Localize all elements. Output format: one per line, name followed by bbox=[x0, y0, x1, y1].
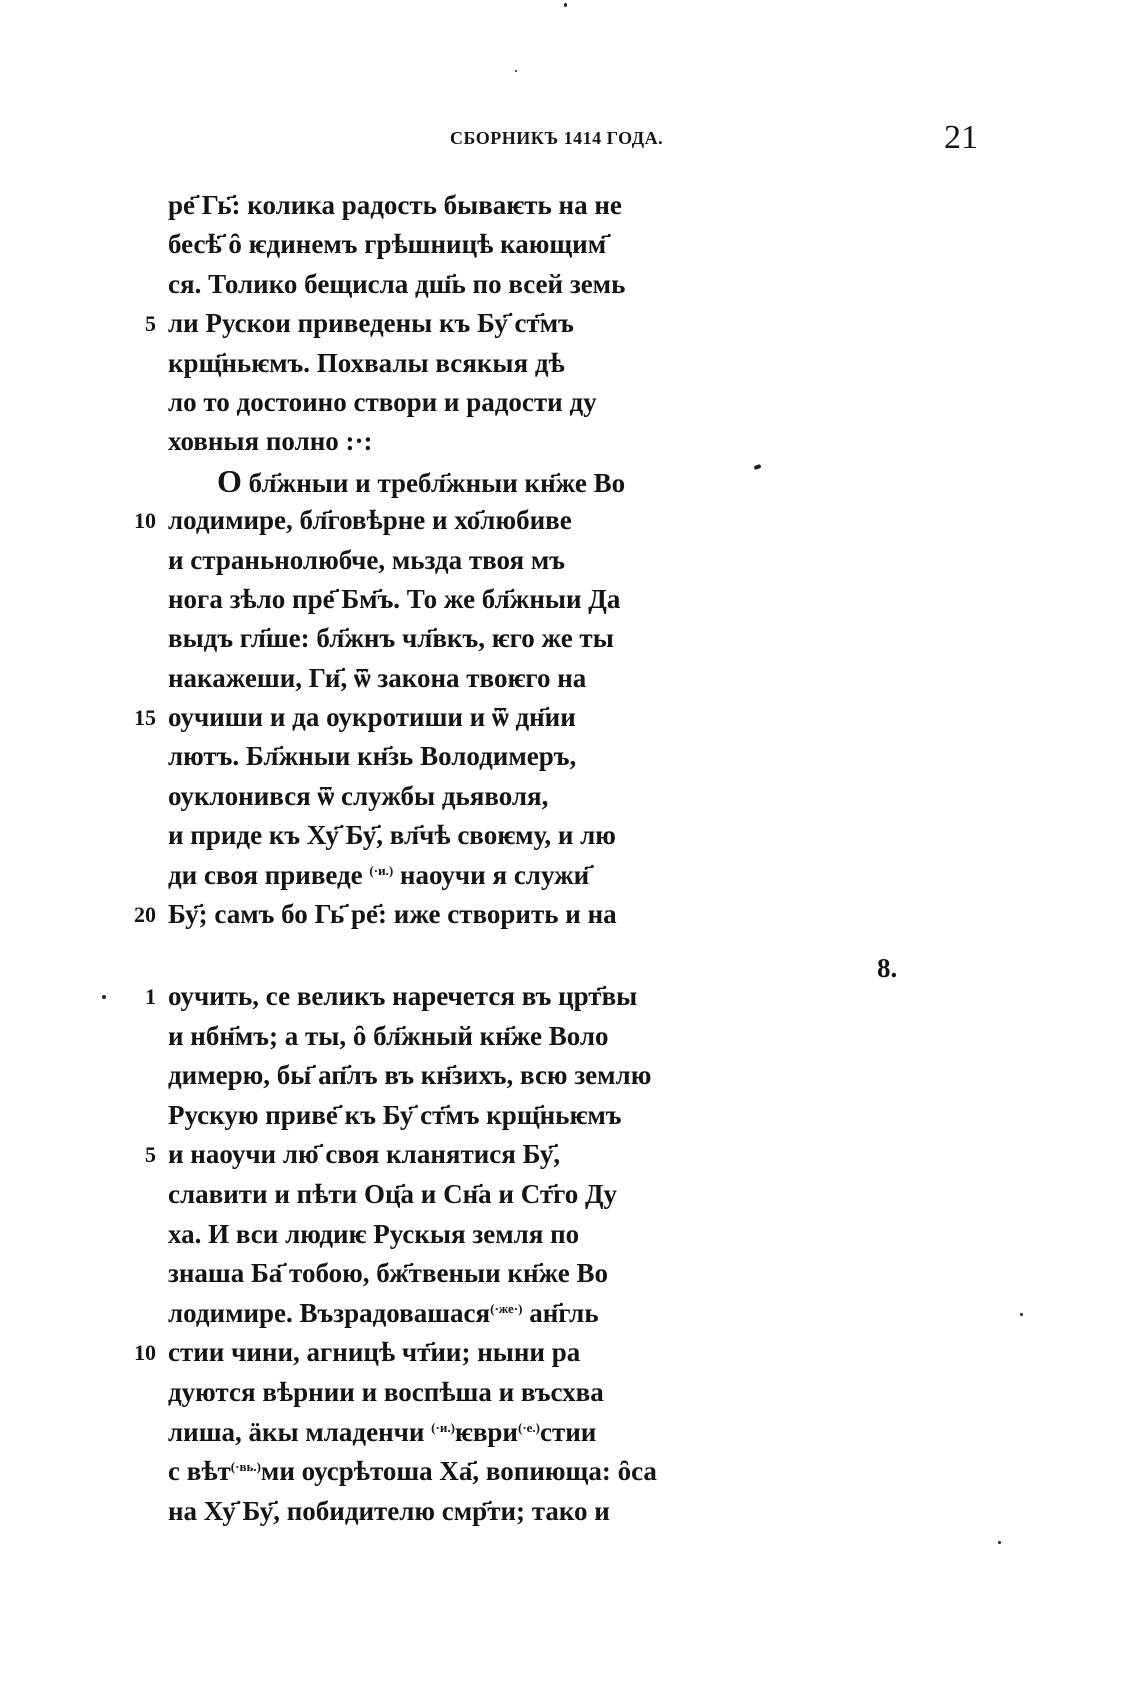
line-text: стии bbox=[540, 1416, 597, 1447]
line-text: оучить, се великъ наречется въ црт҃вы bbox=[168, 981, 638, 1011]
line-text: ло то достоино створи и радости ду bbox=[168, 386, 597, 417]
line-text: выдъ гл҃ше: бл҃жнъ чл҃вкъ, ѥго же ты bbox=[168, 623, 614, 654]
text-line bbox=[168, 265, 808, 304]
text-line bbox=[168, 1452, 808, 1492]
line-text: ли Рускои приведены къ Бу҃ ст҃мъ bbox=[168, 308, 574, 339]
line-text: бл҃жныи и требл҃жныи кн҃же Во bbox=[241, 467, 626, 498]
text-line bbox=[134, 698, 808, 737]
scan-speck bbox=[515, 70, 517, 72]
line-text: лиша, ӓкы младенчи bbox=[168, 1416, 432, 1447]
line-text: наоучи я служи҃ bbox=[393, 859, 590, 890]
line-text: лютъ. Бл҃жныи кн҃зь Володимеръ, bbox=[168, 741, 577, 772]
text-line bbox=[168, 1294, 808, 1334]
text-line bbox=[168, 344, 808, 383]
text-line bbox=[145, 1135, 808, 1175]
line-text: ховныя полно :·: bbox=[168, 426, 373, 457]
text-line bbox=[168, 1017, 808, 1057]
text-line bbox=[168, 1175, 808, 1215]
text-line bbox=[168, 1215, 808, 1255]
line-text: накажеши, Ги҃, ѿ закона твоѥго на bbox=[168, 662, 587, 693]
text-line bbox=[168, 541, 808, 580]
variant-note: (·и.) bbox=[369, 862, 394, 878]
line-text: ми оусрѣтоша Ха҃, вопиюща: ȏса bbox=[260, 1456, 657, 1487]
line-text: лодимире. Възрадовашася bbox=[168, 1297, 491, 1328]
line-number: 10 bbox=[134, 1340, 156, 1366]
text-line bbox=[168, 816, 808, 855]
text-line bbox=[134, 1333, 808, 1373]
line-text: с вѣт bbox=[168, 1456, 231, 1487]
line-text: бесѣ҃ ȏ ѥдинемъ грѣшницѣ кающим҃ bbox=[168, 229, 607, 260]
line-text: оуклонився ѿ службы дьяволя, bbox=[168, 780, 549, 811]
paragraph-start-line bbox=[168, 462, 808, 501]
text-line bbox=[168, 1373, 808, 1413]
text-line bbox=[134, 501, 808, 540]
text-line bbox=[168, 1254, 808, 1294]
text-line bbox=[145, 977, 808, 1017]
line-text: и приде къ Ху҃ Бу҃, вл҃чѣ своѥму, и лю bbox=[168, 820, 616, 851]
text-line bbox=[168, 1413, 808, 1453]
scan-speck bbox=[1020, 1313, 1023, 1316]
text-column-upper bbox=[134, 186, 808, 934]
line-text: ха. И вси людиѥ Рускыя земля по bbox=[168, 1218, 580, 1249]
line-text: лодимире, бл҃говѣрне и хо҃любиве bbox=[168, 505, 572, 536]
text-line bbox=[168, 186, 808, 225]
line-text: и страньнолюбче, мьзда твоя мъ bbox=[168, 544, 565, 575]
line-number: 1 bbox=[145, 984, 156, 1009]
text-line bbox=[145, 304, 808, 343]
variant-note: (·вь.) bbox=[230, 1459, 261, 1475]
line-text: стии чини, агницѣ чт҃ии; ныни ра bbox=[168, 1337, 581, 1368]
text-line bbox=[168, 1096, 808, 1136]
line-text: знаша Ба҃ тобою, бж҃твеныи кн҃же Во bbox=[168, 1258, 608, 1289]
scan-speck bbox=[998, 1541, 1001, 1544]
line-text: ся. Толико бещисла дш҃ь по всей земь bbox=[168, 268, 626, 299]
line-text: на Ху҃ Бу҃, побидителю смр҃ти; тако и bbox=[168, 1495, 610, 1526]
line-text: ди своя приведе bbox=[168, 859, 370, 890]
variant-note: (·и.) bbox=[431, 1419, 455, 1435]
text-column-lower bbox=[134, 977, 808, 1531]
text-line bbox=[168, 225, 808, 264]
variant-note: (·же·) bbox=[490, 1300, 523, 1316]
scan-speck bbox=[102, 995, 106, 999]
variant-note: (·е.) bbox=[517, 1419, 540, 1435]
line-text: Бу҃; самъ бо Гь҃ ре҃: иже створить и на bbox=[168, 899, 617, 930]
line-text: славити и пѣти Оц҃а и Сн҃а и Ст҃го Ду bbox=[168, 1178, 618, 1209]
line-text: дуются вѣрнии и воспѣша и въсхва bbox=[168, 1376, 604, 1407]
text-line bbox=[168, 619, 808, 658]
line-text: и наоучи лю҃ своя кланятися Бу҃, bbox=[168, 1139, 561, 1170]
text-line bbox=[168, 1492, 808, 1532]
line-text: оучиши и да оукротиши и ѿ дн҃ии bbox=[168, 702, 576, 733]
line-text: крщ҃ньѥмъ. Похвалы всякыя дѣ bbox=[168, 347, 565, 378]
line-text: ре҃ Гь҃: колика радость бываѥть на не bbox=[168, 190, 622, 220]
folio-mark: 8. bbox=[877, 953, 898, 983]
line-text: нога зѣло пре҃ Бм҃ъ. То же бл҃жныи Да bbox=[168, 583, 621, 614]
line-number: 5 bbox=[145, 1142, 156, 1168]
text-line bbox=[168, 777, 808, 816]
text-line bbox=[168, 856, 808, 895]
page-number: 21 bbox=[944, 119, 978, 156]
text-line bbox=[168, 659, 808, 698]
running-title: СБОРНИКЪ 1414 ГОДА. bbox=[450, 128, 664, 148]
line-text: димерю, бы҃ ап҃лъ въ кн҃зихъ, всю землю bbox=[168, 1060, 652, 1091]
text-line bbox=[168, 580, 808, 619]
line-text: ан҃гль bbox=[522, 1297, 599, 1328]
initial-letter: О bbox=[217, 462, 242, 499]
line-text: ѥври bbox=[454, 1416, 518, 1447]
text-line bbox=[168, 383, 808, 422]
text-line bbox=[168, 737, 808, 776]
scan-speck bbox=[564, 3, 567, 7]
line-number: 15 bbox=[134, 705, 156, 731]
line-text: и нбн҃мъ; а ты, ȏ бл҃жный кн҃же Воло bbox=[168, 1020, 609, 1051]
text-line bbox=[134, 895, 808, 934]
line-number: 20 bbox=[134, 902, 156, 928]
line-number: 5 bbox=[145, 311, 156, 337]
text-line bbox=[168, 422, 808, 461]
line-text: Рускую приве҃ къ Бу҃ ст҃мъ крщ҃ньѥмъ bbox=[168, 1099, 622, 1130]
text-line bbox=[168, 1056, 808, 1096]
line-number: 10 bbox=[134, 508, 156, 534]
